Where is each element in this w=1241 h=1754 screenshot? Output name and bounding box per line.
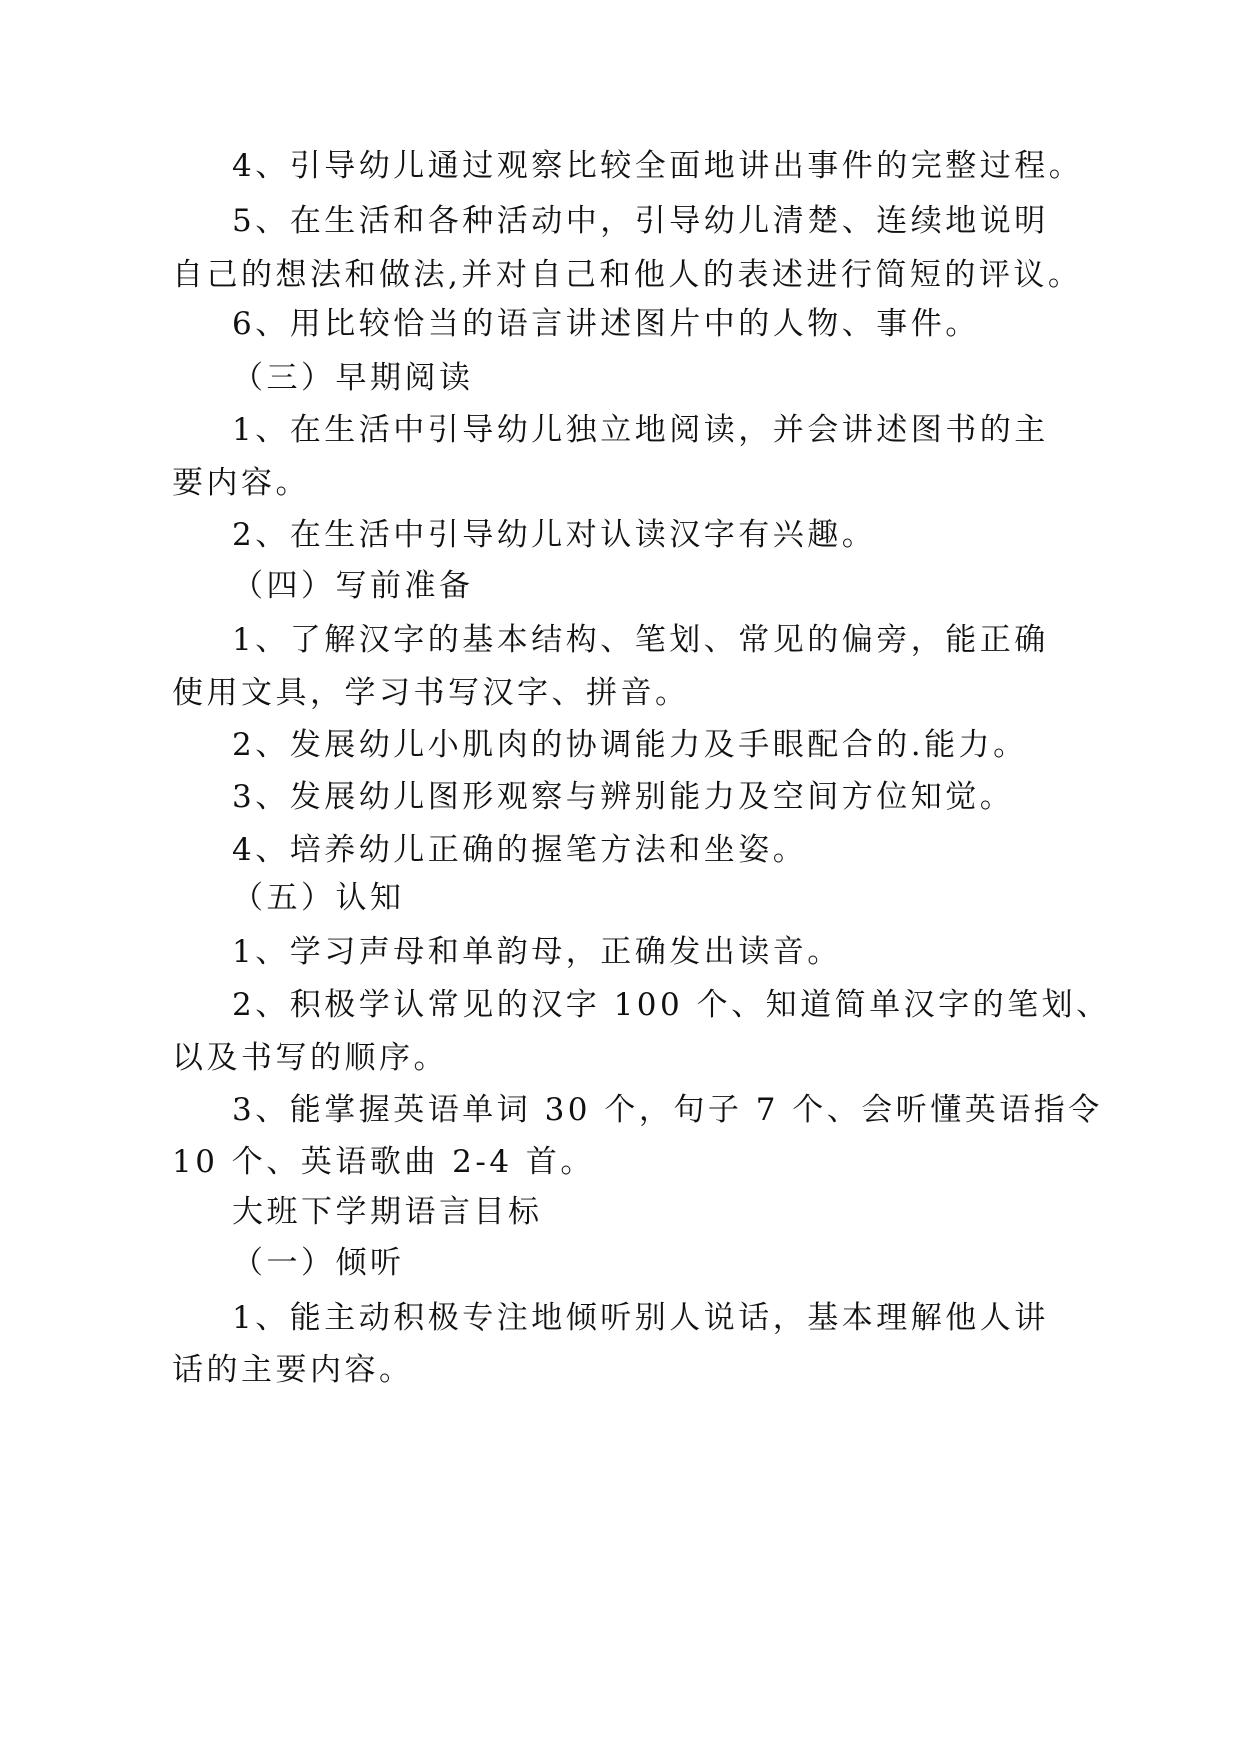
paragraph-line: 4、培养幼儿正确的握笔方法和坐姿。 <box>232 832 808 868</box>
section-heading: （三）早期阅读 <box>232 360 474 396</box>
paragraph-line: 6、用比较恰当的语言讲述图片中的人物、事件。 <box>232 306 980 342</box>
paragraph-line: 1、学习声母和单韵母，正确发出读音。 <box>232 934 842 970</box>
paragraph-line: 2、积极学认常见的汉字 100 个、知道简单汉字的笔划、 <box>232 987 1111 1023</box>
paragraph-line: 以及书写的顺序。 <box>172 1040 448 1076</box>
paragraph-line: 2、发展幼儿小肌肉的协调能力及手眼配合的.能力。 <box>232 727 1028 763</box>
paragraph-line: 10 个、英语歌曲 2-4 首。 <box>172 1144 595 1180</box>
section-title: 大班下学期语言目标 <box>232 1194 543 1230</box>
paragraph-line: 1、能主动积极专注地倾听别人说话，基本理解他人讲 <box>232 1300 1049 1336</box>
paragraph-line: 2、在生活中引导幼儿对认读汉字有兴趣。 <box>232 517 877 553</box>
section-heading: （五）认知 <box>232 880 405 916</box>
section-heading: （四）写前准备 <box>232 568 474 604</box>
section-heading: （一）倾听 <box>232 1245 405 1281</box>
paragraph-line: 话的主要内容。 <box>172 1352 414 1388</box>
paragraph-line: 要内容。 <box>172 465 310 501</box>
paragraph-line: 自己的想法和做法,并对自己和他人的表述进行简短的评议。 <box>172 257 1083 293</box>
paragraph-line: 使用文具，学习书写汉字、拼音。 <box>172 675 690 711</box>
paragraph-line: 3、发展幼儿图形观察与辨别能力及空间方位知觉。 <box>232 779 1015 815</box>
paragraph-line: 5、在生活和各种活动中，引导幼儿清楚、连续地说明 <box>232 203 1049 239</box>
paragraph-line: 3、能掌握英语单词 30 个，句子 7 个、会听懂英语指令 <box>232 1092 1103 1128</box>
paragraph-line: 4、引导幼儿通过观察比较全面地讲出事件的完整过程。 <box>232 148 1084 184</box>
paragraph-line: 1、在生活中引导幼儿独立地阅读，并会讲述图书的主 <box>232 412 1049 448</box>
paragraph-line: 1、了解汉字的基本结构、笔划、常见的偏旁，能正确 <box>232 622 1049 658</box>
